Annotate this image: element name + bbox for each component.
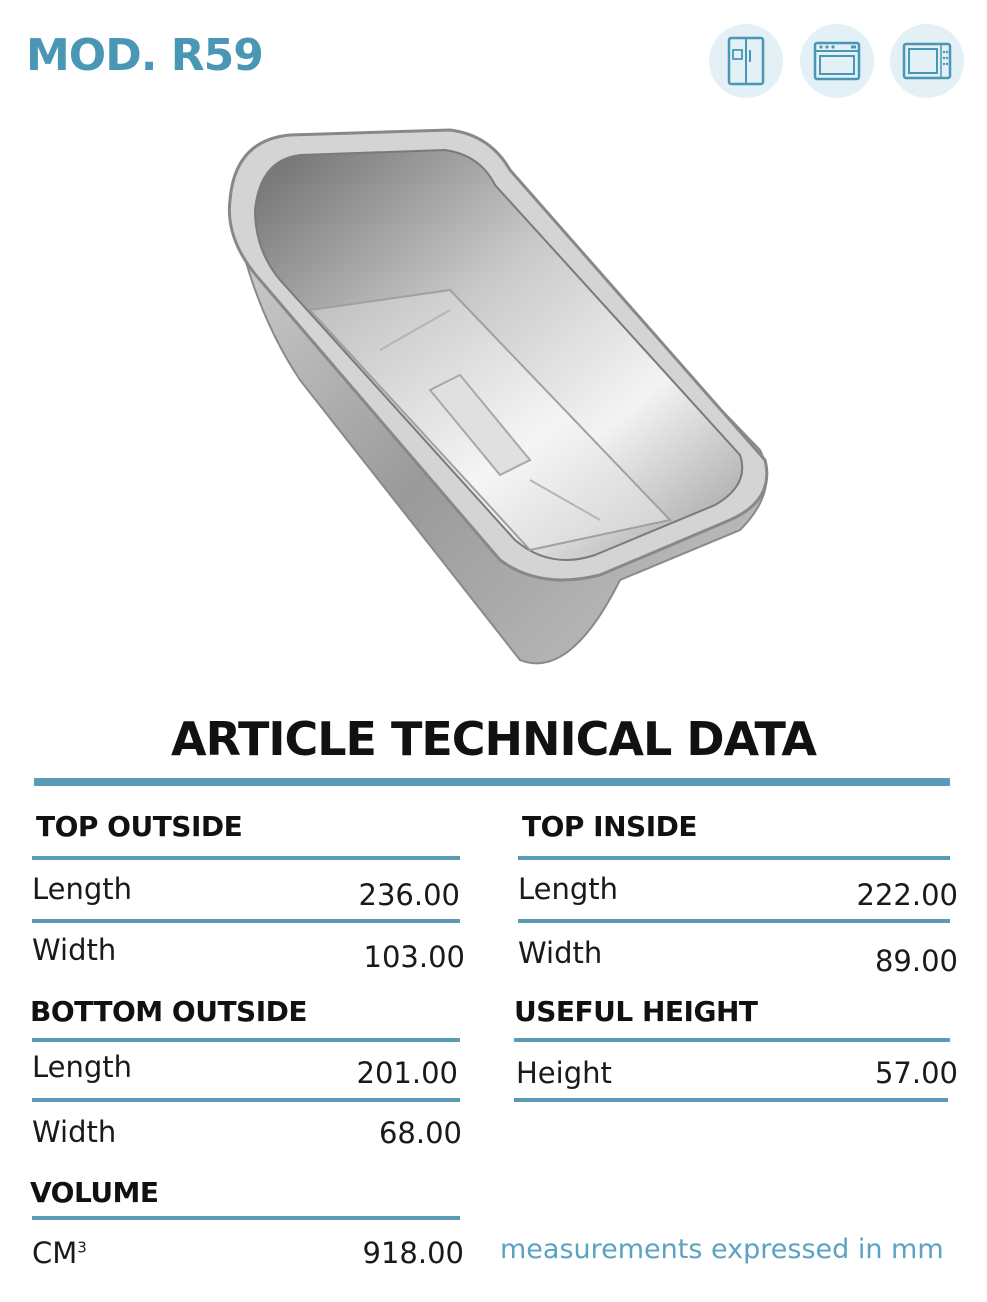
volume-value: 918.00 xyxy=(362,1236,464,1270)
useful-height-heading: USEFUL HEIGHT xyxy=(514,995,758,1028)
useful-height-value: 57.00 xyxy=(874,1056,958,1090)
top-inside-row-rule xyxy=(518,919,950,923)
top-inside-length-value: 222.00 xyxy=(856,878,958,912)
top-inside-length-label: Length xyxy=(518,872,619,906)
oven-icon-badge xyxy=(800,24,874,98)
section-title: ARTICLE TECHNICAL DATA xyxy=(171,712,816,766)
volume-heading: VOLUME xyxy=(30,1176,159,1209)
fridge-icon-badge xyxy=(709,24,783,98)
top-outside-rule xyxy=(32,856,460,860)
top-inside-rule xyxy=(518,856,950,860)
bottom-outside-width-label: Width xyxy=(32,1115,117,1149)
page-title: MOD. R59 xyxy=(26,30,263,81)
aluminium-tray-image xyxy=(200,120,780,680)
useful-height-row-rule xyxy=(514,1098,948,1102)
oven-icon xyxy=(813,41,861,81)
section-divider xyxy=(34,778,950,786)
bottom-outside-length-label: Length xyxy=(32,1050,133,1084)
top-outside-width-label: Width xyxy=(32,933,117,967)
top-outside-length-label: Length xyxy=(32,872,133,906)
bottom-outside-length-value: 201.00 xyxy=(356,1056,458,1090)
top-inside-width-value: 89.00 xyxy=(874,944,958,978)
microwave-icon-badge xyxy=(890,24,964,98)
bottom-outside-row-rule xyxy=(32,1098,460,1102)
top-outside-heading: TOP OUTSIDE xyxy=(36,810,243,843)
bottom-outside-heading: BOTTOM OUTSIDE xyxy=(30,995,307,1028)
top-inside-heading: TOP INSIDE xyxy=(522,810,697,843)
useful-height-rule xyxy=(514,1038,950,1042)
microwave-icon xyxy=(902,42,952,80)
useful-height-label: Height xyxy=(516,1056,612,1090)
volume-unit-sup: 3 xyxy=(77,1238,87,1257)
top-outside-row-rule xyxy=(32,919,460,923)
top-outside-length-value: 236.00 xyxy=(358,878,460,912)
top-outside-width-value: 103.00 xyxy=(363,940,465,974)
volume-unit-text: CM xyxy=(32,1236,78,1270)
bottom-outside-rule xyxy=(32,1038,460,1042)
volume-rule xyxy=(32,1216,460,1220)
fridge-icon xyxy=(726,36,766,86)
bottom-outside-width-value: 68.00 xyxy=(378,1116,462,1150)
measurement-note: measurements expressed in mm xyxy=(500,1234,944,1265)
volume-unit-label xyxy=(32,1236,87,1270)
top-inside-width-label: Width xyxy=(518,936,603,970)
